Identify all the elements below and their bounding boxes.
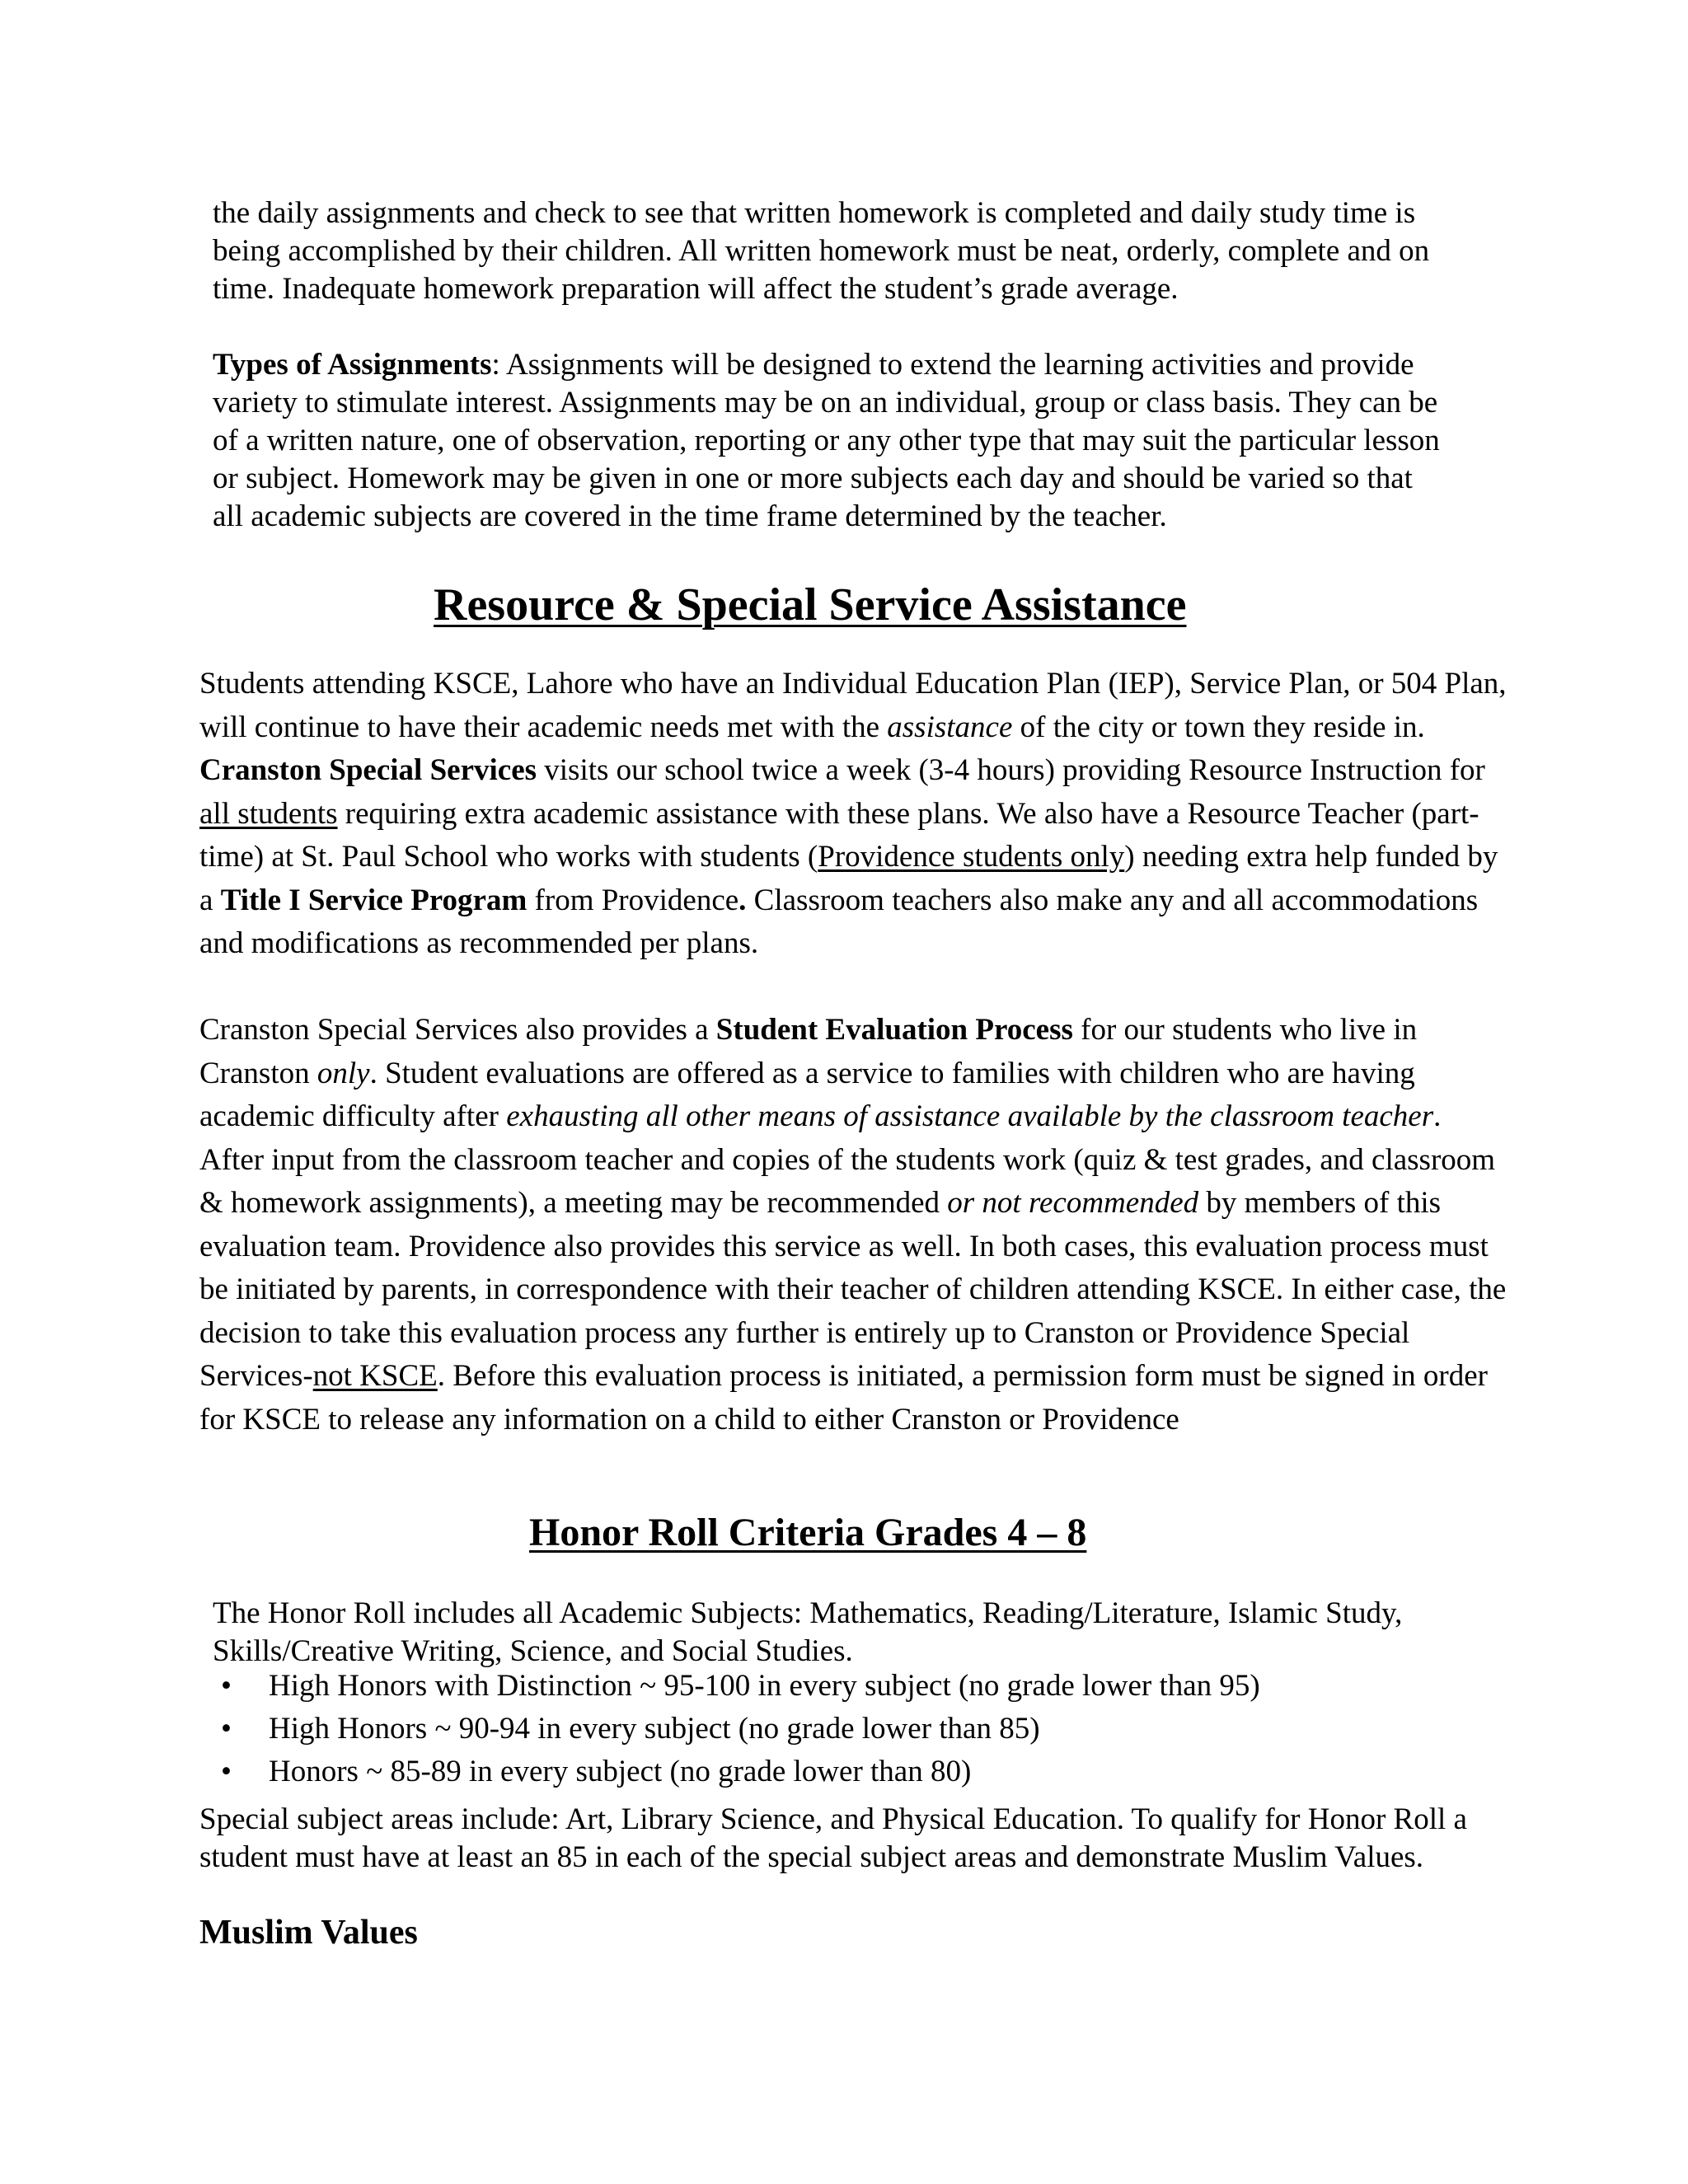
resource-p2-text-g: . After input from the classroom teacher and copies of the students work (quiz & test grades, and classroom & homework assignments), a meeting may be recommended <box>199 1099 1496 1220</box>
resource-p2-text-k: . Before this evaluation process is initiated, a permission form must be signed in order for KSCE to release any information on a child to either Cranston or Providence <box>199 1359 1488 1436</box>
resource-p1-text-k: from Providence <box>527 883 739 917</box>
honor-level-text: High Honors with Distinction ~ 95-100 in every subject (no grade lower than 95) <box>269 1669 1260 1703</box>
honor-roll-levels-list <box>213 1665 1260 1793</box>
resource-p2-text-e: . Student evaluations are offered as a service to families with children who are having academic difficulty after <box>199 1056 1415 1133</box>
resource-p1-text-e: visits our school twice a week (3-4 hours) providing Resource Instruction for <box>537 753 1485 787</box>
homework-text: the daily assignments and check to see that written homework is completed and daily study time is being accomplished by their children. All written homework must be neat, orderly, complete and on time. Inadequate homework preparation will affect the student’s grade average. <box>213 196 1430 306</box>
homework-paragraph <box>213 194 1449 308</box>
resource-p2-or-not-recommended: or not recommended <box>947 1186 1199 1220</box>
resource-p2-text-c: for our students who live in Cranston <box>199 1013 1418 1090</box>
types-of-assignments-label: Types of Assignments <box>213 348 492 382</box>
muslim-values-heading: Muslim Values <box>199 1914 418 1952</box>
title-i-service-program-label: Title I Service Program <box>220 883 528 917</box>
types-separator: : <box>491 348 507 382</box>
resource-p2-text-i: by members of this evaluation team. Providence also provides this service as well. In both cases, this evaluation process must be initiated by parents, in correspondence with their teacher of children attending KSCE. In either case, the decision to take this evaluation process any further is entirely up to Cranston or Providence Special Services- <box>199 1186 1507 1393</box>
cranston-special-services-label: Cranston Special Services <box>199 753 537 787</box>
honor-level-text: High Honors ~ 90-94 in every subject (no grade lower than 85) <box>269 1712 1040 1746</box>
resource-heading: Resource & Special Service Assistance <box>434 579 1187 630</box>
resource-p1-text-c: of the city or town they reside in. <box>1012 710 1425 744</box>
resource-p2-text-a: Cranston Special Services also provides a <box>199 1013 716 1047</box>
bullet-icon: • <box>221 1712 232 1746</box>
providence-students-only-underlined: Providence students only <box>818 840 1125 874</box>
list-item <box>213 1750 1260 1793</box>
resource-p1-assistance: assistance <box>887 710 1013 744</box>
honor-roll-intro: The Honor Roll includes all Academic Subjects: Mathematics, Reading/Literature, Islamic Study, Skills/Creative Writing, Science, and Social Studies. <box>213 1596 1403 1668</box>
special-subjects-paragraph: Special subject areas include: Art, Library Science, and Physical Education. To qualify for Honor Roll a student must have at least an 85 in each of the special subject areas and demonstrate Muslim Values. <box>199 1802 1467 1874</box>
not-ksce-underlined: not KSCE <box>312 1359 438 1393</box>
list-item <box>213 1665 1260 1708</box>
bullet-icon: • <box>221 1755 232 1788</box>
all-students-underlined: all students <box>199 796 338 831</box>
resource-p1-text-i: ) needing extra help funded by a <box>199 840 1498 917</box>
resource-p1-text-a: Students attending KSCE, Lahore who have an Individual Education Plan (IEP), Service Plan, or 504 Plan, will continue to have their academic needs met with the <box>199 667 1507 744</box>
resource-paragraph-1 <box>199 663 1510 966</box>
resource-paragraph-2 <box>199 1009 1510 1441</box>
resource-p1-text-l: Classroom teachers also make any and all accommodations and modifications as recommended per plans. <box>199 883 1479 960</box>
types-of-assignments-text: Assignments will be designed to extend the learning activities and provide variety to stimulate interest. Assignments may be on an individual, group or class basis. They can be of a written nature, one of observation, reporting or any other type that may suit the particular lesson or subject. Homework may be given in one or more subjects each day and should be varied so that all academic subjects are covered in the time frame determined by the teacher. <box>213 348 1440 533</box>
types-of-assignments-paragraph <box>213 346 1449 536</box>
resource-p2-exhausting-means: exhausting all other means of assistance available by the classroom teacher <box>506 1099 1434 1133</box>
bullet-icon: • <box>221 1669 232 1703</box>
honor-level-text: Honors ~ 85-89 in every subject (no grade lower than 80) <box>269 1755 972 1788</box>
student-evaluation-process-label: Student Evaluation Process <box>715 1013 1073 1047</box>
honor-roll-heading: Honor Roll Criteria Grades 4 – 8 <box>529 1511 1087 1554</box>
resource-p1-bold-period: . <box>738 883 747 917</box>
list-item <box>213 1708 1260 1750</box>
resource-p1-text-g: requiring extra academic assistance with these plans. We also have a Resource Teacher (part-time) at St. Paul School who works with students ( <box>199 796 1479 874</box>
resource-p2-only: only <box>316 1056 370 1090</box>
